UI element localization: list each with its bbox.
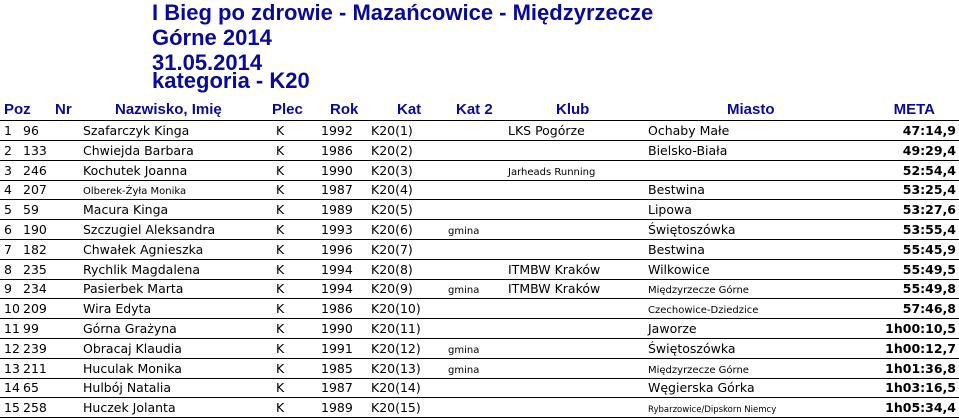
cell-name: Chwiejda Barbara (83, 142, 194, 158)
cell-kat: K20(9) (371, 281, 413, 297)
cell-miasto: Świętoszówka (648, 222, 736, 237)
page-title-continued: Górne 2014 (152, 25, 272, 50)
cell-name: Górna Grażyna (83, 321, 177, 336)
cell-plec: K (276, 142, 285, 158)
header-klub: Klub (556, 101, 590, 118)
event-date: 31.05.2014 (152, 50, 263, 75)
table-row (0, 161, 959, 181)
cell-miasto: Bestwina (648, 182, 705, 198)
cell-poz: 3 (4, 162, 12, 178)
cell-poz: 11 (4, 321, 20, 336)
header-kat: Kat (397, 101, 422, 118)
cell-plec: K (276, 340, 285, 356)
header-kat2: Kat 2 (456, 101, 493, 118)
cell-nr: 246 (23, 162, 47, 178)
cell-rok: 1990 (321, 162, 353, 178)
cell-meta: 1h01:36,8 (885, 360, 956, 376)
cell-rok: 1986 (321, 142, 353, 158)
cell-kat: K20(2) (371, 142, 413, 158)
category-title: kategoria - K20 (152, 68, 310, 93)
cell-plec: K (276, 222, 285, 237)
cell-miasto: Węgierska Górka (648, 380, 755, 396)
cell-nr: 207 (23, 182, 47, 198)
cell-rok: 1992 (321, 123, 353, 138)
cell-miasto: Rybarzowice/Dipskorn Niemcy (648, 405, 777, 416)
cell-rok: 1993 (321, 222, 353, 237)
cell-poz: 13 (4, 360, 20, 376)
header-miasto: Miasto (727, 101, 775, 118)
cell-kat: K20(11) (371, 321, 421, 336)
cell-name: Macura Kinga (83, 202, 169, 218)
cell-poz: 15 (4, 400, 20, 416)
table-row (0, 220, 959, 240)
cell-rok: 1994 (321, 281, 353, 297)
cell-name: Huczek Jolanta (83, 400, 176, 416)
cell-poz: 7 (4, 241, 12, 257)
table-row (0, 200, 959, 220)
table-row (0, 180, 959, 200)
cell-kat: K20(10) (371, 301, 421, 317)
cell-plec: K (276, 281, 285, 297)
cell-name: Szafarczyk Kinga (83, 123, 190, 138)
table-row (0, 260, 959, 280)
cell-poz: 4 (4, 182, 12, 198)
cell-kat: K20(3) (371, 162, 413, 178)
cell-meta: 55:45,9 (902, 241, 956, 257)
cell-kat: K20(6) (371, 222, 413, 237)
cell-meta: 53:25,4 (902, 182, 956, 198)
table-row (0, 279, 959, 299)
cell-rok: 1989 (321, 202, 353, 218)
cell-kat2: gmina (448, 344, 480, 356)
cell-poz: 12 (4, 340, 20, 356)
table-row (0, 141, 959, 161)
cell-nr: 59 (23, 202, 39, 218)
cell-plec: K (276, 202, 285, 218)
cell-meta: 53:27,6 (902, 202, 956, 218)
cell-miasto: Świętoszówka (648, 340, 736, 356)
cell-poz: 8 (4, 261, 12, 277)
cell-name: Rychlik Magdalena (83, 261, 201, 277)
cell-poz: 14 (4, 380, 20, 396)
cell-nr: 133 (23, 142, 47, 158)
cell-plec: K (276, 360, 285, 376)
cell-rok: 1996 (321, 241, 353, 257)
cell-miasto: Jaworze (648, 321, 697, 336)
cell-meta: 1h03:16,5 (885, 380, 956, 396)
cell-poz: 5 (4, 202, 12, 218)
cell-plec: K (276, 380, 285, 396)
cell-name: Kochutek Joanna (83, 162, 188, 178)
cell-nr: 99 (23, 321, 39, 336)
cell-meta: 52:54,4 (902, 162, 956, 178)
cell-rok: 1991 (321, 340, 353, 356)
cell-name: Wira Edyta (83, 301, 152, 317)
cell-miasto: Międzyrzecze Górne (648, 364, 749, 376)
cell-kat: K20(7) (371, 241, 413, 257)
cell-nr: 234 (23, 281, 47, 297)
table-row (0, 359, 959, 379)
cell-nr: 211 (23, 360, 47, 376)
cell-klub: LKS Pogórze (508, 123, 585, 138)
cell-nr: 96 (23, 123, 39, 138)
cell-kat2: gmina (448, 226, 480, 237)
header-rok: Rok (330, 101, 359, 118)
cell-miasto: Bielsko-Biała (648, 142, 728, 158)
header-nr: Nr (55, 101, 72, 118)
cell-poz: 2 (4, 142, 12, 158)
cell-plec: K (276, 162, 285, 178)
cell-nr: 258 (23, 400, 47, 416)
cell-meta: 57:46,8 (902, 301, 956, 317)
table-row (0, 299, 959, 319)
cell-klub: ITMBW Kraków (508, 261, 601, 277)
cell-rok: 1986 (321, 301, 353, 317)
cell-kat: K20(5) (371, 202, 413, 218)
cell-plec: K (276, 241, 285, 257)
cell-kat: K20(1) (371, 123, 413, 138)
table-row (0, 240, 959, 260)
table-row (0, 398, 959, 418)
cell-nr: 65 (23, 380, 39, 396)
cell-name: Hulbój Natalia (83, 380, 172, 396)
cell-nr: 235 (23, 261, 47, 277)
table-row (0, 378, 959, 398)
cell-meta: 55:49,5 (902, 261, 956, 277)
table-header (0, 100, 959, 121)
cell-poz: 9 (4, 281, 12, 297)
cell-kat: K20(12) (371, 340, 421, 356)
cell-name: Pasierbek Marta (83, 281, 184, 297)
cell-rok: 1987 (321, 380, 353, 396)
cell-miasto: Lipowa (648, 202, 692, 218)
table-row (0, 319, 959, 339)
cell-meta: 1h00:10,5 (885, 321, 956, 336)
cell-miasto: Czechowice-Dziedzice (648, 305, 759, 317)
header-name: Nazwisko, Imię (115, 101, 222, 118)
cell-rok: 1985 (321, 360, 353, 376)
cell-rok: 1990 (321, 321, 353, 336)
page-title: I Bieg po zdrowie - Mazańcowice - Międzyrzecze (152, 0, 654, 25)
cell-nr: 239 (23, 340, 47, 356)
cell-miasto: Ochaby Małe (648, 123, 730, 138)
cell-plec: K (276, 123, 285, 138)
cell-name: Szczugiel Aleksandra (83, 222, 216, 237)
cell-poz: 6 (4, 222, 12, 237)
cell-kat: K20(13) (371, 360, 421, 376)
cell-meta: 49:29,4 (902, 142, 956, 158)
cell-name: Obracaj Klaudia (83, 340, 182, 356)
header-plec: Plec (272, 101, 303, 118)
cell-rok: 1989 (321, 400, 353, 416)
cell-meta: 1h05:34,4 (885, 400, 956, 416)
cell-meta: 47:14,9 (902, 123, 956, 138)
table-row (0, 121, 959, 141)
cell-name: Chwałek Agnieszka (83, 241, 204, 257)
cell-name: Olberek-Żyła Monika (83, 186, 187, 198)
cell-klub: Jarheads Running (508, 166, 596, 178)
cell-meta: 1h00:12,7 (885, 340, 956, 356)
cell-nr: 190 (23, 222, 47, 237)
cell-rok: 1994 (321, 261, 353, 277)
cell-kat2: gmina (448, 285, 480, 297)
cell-plec: K (276, 261, 285, 277)
cell-plec: K (276, 182, 285, 198)
cell-poz: 10 (4, 301, 20, 317)
cell-plec: K (276, 301, 285, 317)
cell-nr: 182 (23, 241, 47, 257)
cell-kat: K20(8) (371, 261, 413, 277)
cell-miasto: Bestwina (648, 241, 705, 257)
header-poz: Poz (4, 101, 31, 118)
cell-kat: K20(14) (371, 380, 421, 396)
cell-meta: 55:49,8 (902, 281, 956, 297)
cell-nr: 209 (23, 301, 47, 317)
cell-klub: ITMBW Kraków (508, 281, 601, 297)
cell-kat: K20(15) (371, 400, 421, 416)
table-row (0, 339, 959, 359)
cell-meta: 53:55,4 (902, 222, 956, 237)
cell-plec: K (276, 400, 285, 416)
cell-miasto: Międzyrzecze Górne (648, 285, 749, 297)
cell-name: Huculak Monika (83, 360, 182, 376)
cell-kat: K20(4) (371, 182, 413, 198)
header-meta: META (893, 101, 935, 118)
cell-kat2: gmina (448, 364, 480, 376)
cell-plec: K (276, 321, 285, 336)
cell-rok: 1987 (321, 182, 353, 198)
cell-poz: 1 (4, 123, 12, 138)
cell-miasto: Wilkowice (648, 261, 710, 277)
